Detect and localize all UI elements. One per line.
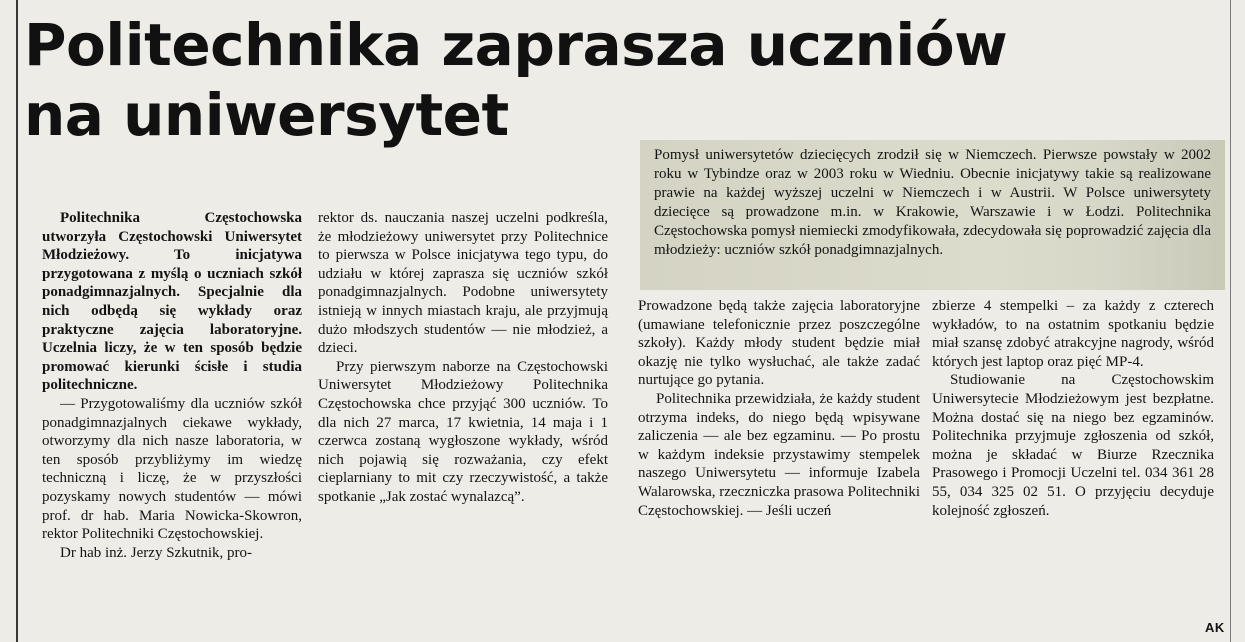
- sidebar-info-box: [640, 140, 1225, 290]
- paragraph: Dr hab inż. Jerzy Szkutnik, pro-: [60, 544, 253, 561]
- paragraph: Studiowanie na Częstochowskim Uniwersytecie Młodzieżowym jest bezpłatne. Można dostać się na niego bez egzaminów. Politechnika przyjmuje zgłoszenia od szkół, można je składać w Biurze Rzecznika Prasowego i Promocji Uczelni tel. 034 361 28 55, 034 325 02 51. O przyjęciu decyduje kolejność zgłoszeń.: [932, 372, 1214, 519]
- paragraph: — Przygotowaliśmy dla uczniów szkół ponadgimnazjalnych ciekawe wykłady, otworzymy dla nich nasze laboratoria, w ten sposób przybliżymy im wiedzę techniczną i liczę, że w przyszłości pozyskamy nowych studentów — mówi prof. dr hab. Maria Nowicka-Skowron, rektor Politechniki Częstochowskiej.: [42, 395, 302, 543]
- article-column-4: [932, 297, 1214, 520]
- headline-line-1: Politechnika zaprasza uczniów: [24, 11, 1008, 79]
- article-column-1: [42, 209, 302, 562]
- article-column-2: [318, 209, 608, 507]
- paragraph: Przy pierwszym naborze na Częstochowski Uniwersytet Młodzieżowy Politechnika Częstochowska chce przyjąć 300 uczniów. To dla nich 27 marca, 17 kwietnia, 14 maja i 1 czerwca zostaną wygłoszone wykłady, wśród nich pojawią się rozważania, czy efekt cieplarniany to mit czy rzeczywistość, a także spotkanie „Jak zostać wynalazcą”.: [318, 358, 608, 505]
- lead-paragraph: Politechnika Częstochowska utworzyła Częstochowski Uniwersytet Młodzieżowy. To inicjatywa przygotowana z myślą o uczniach szkół ponadgimnazjalnych. Specjalnie dla nich odbędą się wykłady oraz praktyczne zajęcia laboratoryjne. Uczelnia liczy, że w ten sposób będzie promować kierunki ścisłe i studia politechniczne.: [42, 210, 302, 394]
- paragraph: Prowadzone będą także zajęcia laboratoryjne (umawiane telefonicznie przez poszczególne szkoły). Każdy młody student będzie miał okazję nie tylko wysłuchać, ale także zadać nurtujące go pytania.: [638, 298, 920, 389]
- article-headline: [24, 10, 1214, 150]
- article-column-3: [638, 297, 920, 520]
- paragraph: zbierze 4 stempelki – za każdy z czterech wykładów, to na ostatnim spotkaniu będzie miał szansę zdobyć atrakcyjne nagrody, wśród których jest laptop oraz pięć MP-4.: [932, 298, 1214, 370]
- author-signature: AK: [1205, 620, 1225, 635]
- left-column-rule: [16, 0, 18, 642]
- sidebar-text: Pomysł uniwersytetów dziecięcych zrodził się w Niemczech. Pierwsze powstały w 2002 roku w Tybindze oraz w 2003 roku w Wiedniu. Obecnie inicjatywy takie są realizowane prawie na każdej wyższej uczelni w Niemczech i w Austrii. W Polsce uniwersytety dziecięce są prowadzone m.in. w Krakowie, Warszawie i w Łodzi. Politechnika Częstochowska pomysł niemiecki zmodyfikowała, zdecydowała się poprowadzić zajęcia dla młodzieży: uczniów szkół ponadgimnazjalnych.: [654, 147, 1211, 258]
- headline-line-2: na uniwersytet: [24, 81, 509, 149]
- right-edge-rule: [1230, 0, 1231, 642]
- paragraph: rektor ds. nauczania naszej uczelni podkreśla, że młodzieżowy uniwersytet przy Politechnice to pierwsza w Polsce inicjatywa tego typu, do udziału w której zaprasza się uczniów szkół ponadgimnazjalnych. Podobne uniwersytety istnieją w innych miastach kraju, ale przyjmują dużo młodszych studentów — nie młodzież, a dzieci.: [318, 210, 608, 357]
- paragraph: Politechnika przewidziała, że każdy student otrzyma indeks, do niego będą wpisywane zaliczenia — ale bez egzaminu. — Po prostu w każdym indeksie przystawimy stempelek naszego Uniwersytetu — informuje Izabela Walarowska, rzeczniczka prasowa Politechniki Częstochowskiej. — Jeśli uczeń: [638, 390, 921, 519]
